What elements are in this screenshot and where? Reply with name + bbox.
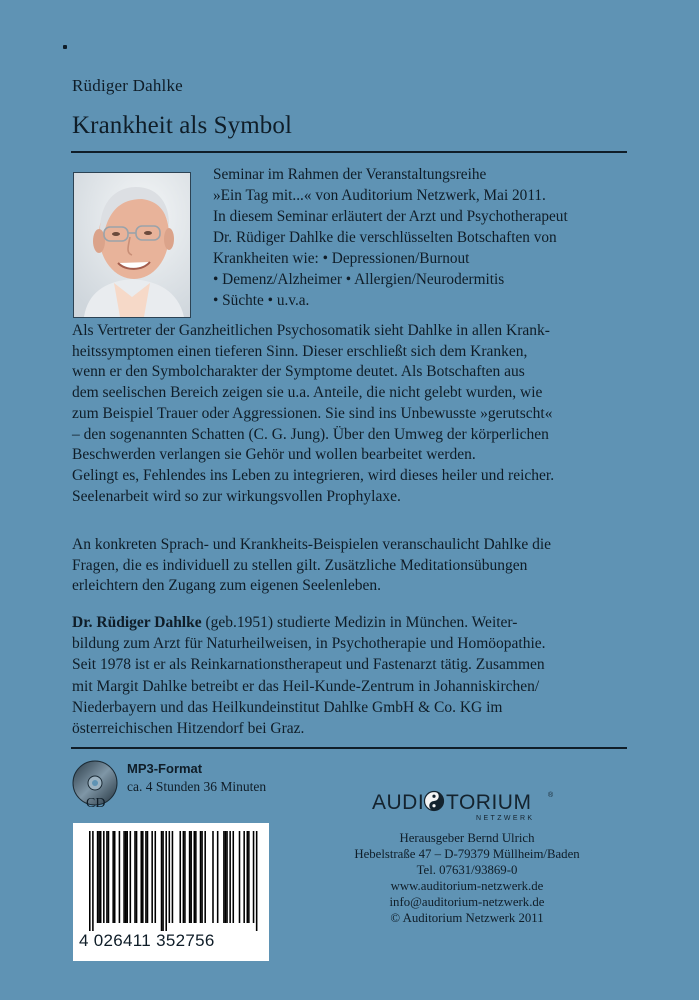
author-photo xyxy=(73,172,191,318)
barcode-bar xyxy=(190,831,192,923)
paragraph-line: Seelenarbeit wird so zur wirkungsvollen Prophylaxe. xyxy=(72,487,401,505)
publisher-info xyxy=(333,830,601,926)
bio-author-name: Dr. Rüdiger Dahlke xyxy=(72,614,202,631)
barcode-bar xyxy=(195,831,197,923)
barcode xyxy=(73,823,269,961)
barcode-bar xyxy=(256,831,258,931)
barcode-bar xyxy=(123,831,125,923)
intro-line: Krankheiten wie: • Depressionen/Burnout xyxy=(213,250,470,267)
barcode-bar xyxy=(155,831,157,923)
paragraph-line: dem seelischen Bereich zeigen sie u.a. Anteile, die nicht gelebt wurden, wie xyxy=(72,384,543,402)
barcode-bar xyxy=(248,831,250,923)
cd-label: CD xyxy=(86,796,106,811)
media-format: MP3-Format xyxy=(127,761,203,776)
barcode-bar xyxy=(172,831,174,923)
barcode-bar xyxy=(243,831,245,923)
barcode-bar xyxy=(136,831,138,923)
yin-yang-icon xyxy=(425,792,444,811)
description-paragraph-1 xyxy=(72,321,632,507)
barcode-bar xyxy=(112,831,114,923)
bio-line xyxy=(72,612,632,633)
barcode-bar xyxy=(169,831,171,923)
barcode-bar xyxy=(140,831,142,923)
author-biography xyxy=(72,612,632,739)
barcode-bar xyxy=(161,831,163,931)
barcode-bars xyxy=(89,831,259,931)
publisher-line: Tel. 07631/93869-0 xyxy=(416,863,518,877)
barcode-bar xyxy=(184,831,186,923)
barcode-bar xyxy=(92,831,94,931)
barcode-bar xyxy=(134,831,136,923)
paragraph-line: heitssymptomen einen tieferen Sinn. Dieser erschließt sich dem Kranken, xyxy=(72,342,528,360)
barcode-bar xyxy=(100,831,102,923)
intro-line: In diesem Seminar erläutert der Arzt und Psychotherapeut xyxy=(213,208,568,225)
logo-sub-text: NETZWERK xyxy=(476,815,535,822)
bio-line: mit Margit Dahlke betreibt er das Heil-Kunde-Zentrum in Johanniskirchen/ xyxy=(72,677,540,695)
paragraph-line: wenn er den Symbolcharakter der Symptome deutet. Als Botschaften aus xyxy=(72,363,525,381)
intro-text xyxy=(213,164,633,311)
barcode-bar xyxy=(165,831,167,931)
barcode-bar xyxy=(200,831,202,923)
barcode-bar xyxy=(189,831,191,923)
publisher-email[interactable]: info@auditorium-netzwerk.de xyxy=(389,895,545,909)
intro-line: • Demenz/Alzheimer • Allergien/Neurodermitis xyxy=(213,271,505,288)
paragraph-line: erleichtern den Zugang zum eigenen Seelenleben. xyxy=(72,577,382,595)
intro-line: Dr. Rüdiger Dahlke die verschlüsselten Botschaften von xyxy=(213,229,557,246)
bio-first-line: (geb.1951) studierte Medizin in München. Weiter- xyxy=(201,614,518,631)
top-divider xyxy=(71,151,627,153)
barcode-bar xyxy=(147,831,149,923)
logo-main-text: AUDI xyxy=(372,791,425,814)
svg-text:TORIUM: TORIUM xyxy=(446,791,532,814)
barcode-bar xyxy=(98,831,100,923)
barcode-bar xyxy=(103,831,105,923)
barcode-bar xyxy=(223,831,225,923)
publisher-line: Herausgeber Bernd Ulrich xyxy=(399,831,535,845)
barcode-bar xyxy=(151,831,153,923)
barcode-bar xyxy=(194,831,196,923)
author-portrait-image xyxy=(74,173,190,317)
barcode-bar xyxy=(212,831,214,923)
barcode-bar xyxy=(114,831,116,923)
intro-line: Seminar im Rahmen der Veranstaltungsreihe xyxy=(213,166,487,183)
barcode-bar xyxy=(229,831,231,923)
barcode-bar xyxy=(106,831,108,923)
barcode-bar xyxy=(201,831,203,923)
bio-line: österreichischen Hitzendorf bei Graz. xyxy=(72,720,305,738)
barcode-bar xyxy=(204,831,206,923)
publisher-line: © Auditorium Netzwerk 2011 xyxy=(390,911,544,925)
intro-line: • Süchte • u.v.a. xyxy=(213,292,310,309)
barcode-bar xyxy=(232,831,234,923)
bio-line: Seit 1978 ist er als Reinkarnationstherapeut und Fastenarzt tätig. Zusammen xyxy=(72,656,545,674)
paragraph-line: Gelingt es, Fehlendes ins Leben zu integrieren, wird dieses heiler und reicher. xyxy=(72,466,555,484)
barcode-bar xyxy=(183,831,185,923)
barcode-bar xyxy=(226,831,228,923)
auditorium-netzwerk-logo xyxy=(372,787,557,823)
description-paragraph-2 xyxy=(72,535,632,597)
barcode-bar xyxy=(239,831,241,923)
barcode-bar xyxy=(142,831,144,923)
barcode-bar xyxy=(145,831,147,923)
barcode-bar xyxy=(225,831,227,923)
barcode-bar xyxy=(247,831,249,923)
bio-line: Niederbayern und das Heilkundeinstitut Dahlke GmbH & Co. KG im xyxy=(72,698,503,716)
paragraph-line: Beschwerden verlangen sie Gehör und wollen bearbeitet werden. xyxy=(72,446,476,464)
paragraph-line: An konkreten Sprach- und Krankheits-Beispielen veranschaulicht Dahlke die xyxy=(72,536,552,553)
author-name: Rüdiger Dahlke xyxy=(72,76,183,95)
barcode-bar xyxy=(162,831,164,931)
barcode-number: 4 026411 352756 xyxy=(79,931,215,950)
barcode-bar xyxy=(253,831,255,923)
barcode-bar xyxy=(97,831,99,923)
publisher-line: Hebelstraße 47 – D-79379 Müllheim/Baden xyxy=(354,847,580,861)
bottom-divider xyxy=(71,747,627,749)
barcode-bar xyxy=(217,831,219,923)
book-title: Krankheit als Symbol xyxy=(72,112,293,139)
paragraph-line: – den sogenannten Schatten (C. G. Jung). Über den Umweg der körperlichen xyxy=(72,425,549,443)
bio-line: bildung zum Arzt für Naturheilweisen, in Psychotherapie und Homöopathie. xyxy=(72,635,546,653)
intro-line: »Ein Tag mit...« von Auditorium Netzwerk, Mai 2011. xyxy=(213,187,546,204)
barcode-bar xyxy=(89,831,91,931)
barcode-bar xyxy=(179,831,181,923)
paragraph-line: Als Vertreter der Ganzheitlichen Psychosomatik sieht Dahlke in allen Krank- xyxy=(72,322,550,339)
media-duration: ca. 4 Stunden 36 Minuten xyxy=(127,779,267,794)
registered-mark: ® xyxy=(548,792,554,799)
barcode-bar xyxy=(130,831,132,923)
paragraph-line: Fragen, die es individuell zu stellen gilt. Zusätzliche Meditationsübungen xyxy=(72,556,528,574)
paragraph-line: zum Beispiel Trauer oder Aggressionen. Sie sind ins Unbewusste »gerutscht« xyxy=(72,404,553,422)
print-mark xyxy=(63,45,67,49)
barcode-bar xyxy=(108,831,110,923)
barcode-bar xyxy=(125,831,127,923)
barcode-bar xyxy=(126,831,128,923)
barcode-bar xyxy=(119,831,121,923)
publisher-website[interactable]: www.auditorium-netzwerk.de xyxy=(390,879,544,893)
